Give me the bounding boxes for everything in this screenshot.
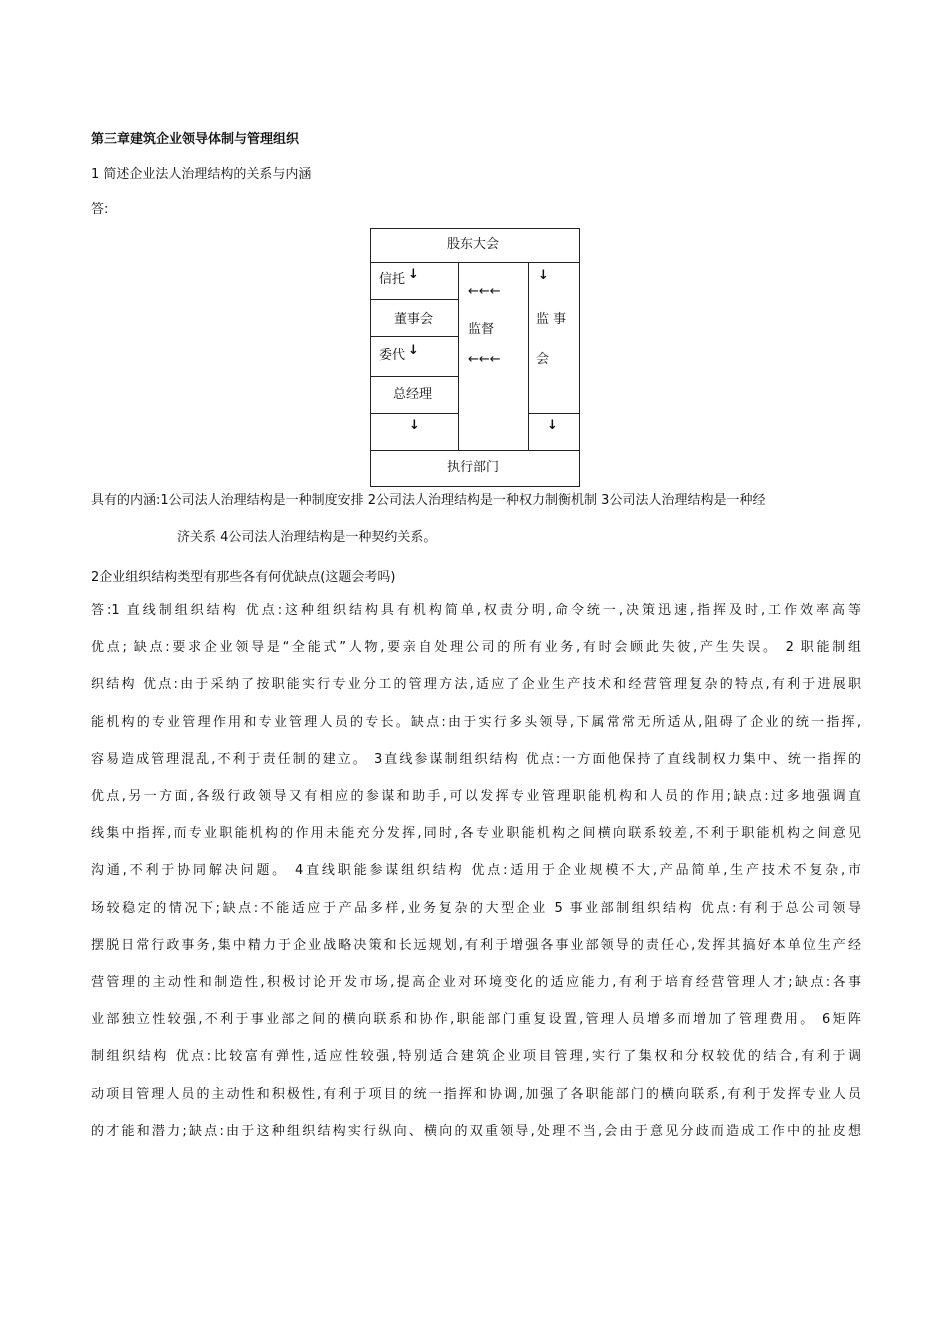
connotation-paragraph [91,482,861,556]
text-line: 优点; 缺点:要求企业领导是“全能式”人物,要亲自处理公司的所有业务,有时会顾此失彼,产生失误。 2 职能制组 [91,640,861,656]
text-line: 场较稳定的情况下;缺点:不能适应于产品多样,业务复杂的大型企业 5 事业部制组织结构 优点:有利于总公司领导 [91,900,861,916]
text-line: 具有的内涵:1公司法人治理结构是一种制度安排 2公司法人治理结构是一种权力制衡机制 3公司法人治理结构是一种经 [91,493,766,508]
text-line: 动项目管理人员的主动性和积极性,有利于项目的统一指挥和协调,加强了各职能部门的横向联系,有利于发挥专业人员 [91,1086,861,1102]
answer-2-paragraph [91,592,861,1150]
exec-label: 执行部门 [447,460,500,475]
supervisory-board-label-2: 会 [536,352,550,367]
supervisory-board-label-1: 监 事 [536,312,567,327]
text-line: 营管理的主动性和制造性,积极讨论开发市场,提高企业对环境变化的适应能力,有利于培育经营管理人才;缺点:各事 [91,975,861,991]
down-arrow-icon: ↓ [408,267,419,282]
entrust-label: 委代 [379,348,406,363]
left-arrows-icon: ←←← [468,284,501,299]
trust-label: 信托 [379,272,406,287]
down-arrow-icon: ↓ [409,418,420,433]
supervise-label: 监督 [468,322,495,337]
text-line: 沟通,不利于协同解决问题。 4直线职能参谋组织结构 优点:适用于企业规模不大,产品简单,生产技术不复杂,市 [91,863,861,879]
text-line: 制组织结构 优点:比较富有弹性,适应性较强,特别适合建筑企业项目管理,实行了集权和分权较优的结合,有利于调 [91,1049,861,1065]
down-arrow-icon: ↓ [547,418,558,433]
shareholders-label: 股东大会 [447,237,500,252]
text-line: 容易造成管理混乱,不利于责任制的建立。 3直线参谋制组织结构 优点:一方面他保持了直线制权力集中、统一指挥的 [91,751,861,767]
governance-structure-diagram [370,228,580,487]
supervisory-divider [528,413,580,414]
text-line: 答:1 直线制组织结构 优点:这种组织结构具有机构简单,权责分明,命令统一,决策迅速,指挥及时,工作效率高等 [91,603,861,618]
text-line: 织结构 优点:由于采纳了按职能实行专业分工的管理方法,适应了企业生产技术和经营管理复杂的特点,有利于进展职 [91,677,861,693]
question-1: 1 简述企业法人治理结构的关系与内涵 [91,167,312,182]
down-arrow-icon: ↓ [408,343,419,358]
question-2: 2企业组织结构类型有那些各有何优缺点(这题会考吗) [91,570,396,585]
text-line: 摆脱日常行政事务,集中精力于企业战略决策和长远规划,有利于增强各事业部领导的责任心,发挥其搞好本单位生产经 [91,937,861,953]
down-arrow-icon: ↓ [538,268,549,283]
left-arrows-icon: ←←← [468,352,501,367]
text-line: 线集中指挥,而专业职能机构的作用未能充分发挥,同时,各专业职能机构之间横向联系较差,不利于职能机构之间意见 [91,826,861,842]
board-label: 董事会 [394,312,434,327]
text-line: 济关系 4公司法人治理结构是一种契约关系。 [177,530,437,546]
text-line: 的才能和潜力;缺点:由于这种组织结构实行纵向、横向的双重领导,处理不当,会由于意见分歧而造成工作中的扯皮想 [91,1123,861,1139]
text-line: 能机构的专业管理作用和专业管理人员的专长。缺点:由于实行多头领导,下属常常无所适从,阻碍了企业的统一指挥, [91,714,861,730]
chapter-title: 第三章建筑企业领导体制与管理组织 [91,132,300,147]
text-line: 优点,另一方面,各级行政领导又有相应的参谋和助手,可以发挥专业管理职能机构和人员的作用;缺点:过多地强调直 [91,789,861,805]
gm-label: 总经理 [393,387,433,402]
text-line: 业部独立性较强,不利于事业部之间的横向联系和协作,职能部门重复设置,管理人员增多而增加了管理费用。 6矩阵 [91,1012,861,1028]
answer-label: 答: [91,202,109,217]
